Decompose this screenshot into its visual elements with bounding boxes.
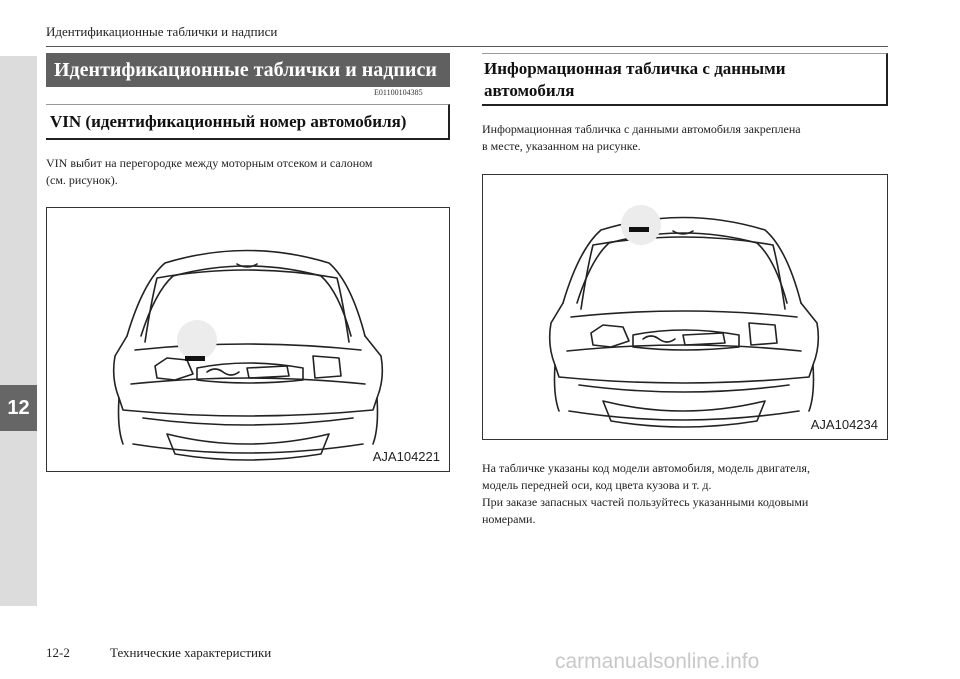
running-header: Идентификационные таблички и надписи — [46, 24, 278, 39]
vin-paragraph-line: VIN выбит на перегородке между моторным отсеком и салоном — [46, 156, 373, 170]
section-code: E01100104385 — [374, 88, 423, 97]
chapter-tab[interactable]: 12 — [0, 385, 37, 431]
vin-paragraph — [46, 155, 450, 189]
details-line: На табличке указаны код модели автомобиля, модель двигателя, — [482, 461, 810, 475]
side-strip — [0, 56, 37, 606]
vin-location-figure — [46, 207, 450, 472]
vin-paragraph-line: (см. рисунок). — [46, 173, 118, 187]
section-title-banner — [46, 53, 450, 87]
header-rule — [46, 46, 888, 47]
info-plate-subheading-line: Информационная табличка с данными — [484, 59, 786, 78]
info-plate-paragraph-line: в месте, указанном на рисунке. — [482, 139, 641, 153]
vin-subheading: VIN (идентификационный номер автомобиля) — [46, 104, 450, 140]
footer-chapter-title: Технические характеристики — [110, 645, 272, 660]
info-plate-paragraph — [482, 121, 888, 155]
engine-bay-illustration — [47, 208, 448, 470]
info-plate-details-paragraph — [482, 460, 888, 528]
figure-code: AJA104234 — [808, 416, 881, 433]
details-line: При заказе запасных частей пользуйтесь указанными кодовыми — [482, 495, 809, 509]
details-line: номерами. — [482, 512, 536, 526]
watermark: carmanualsonline.info — [555, 650, 760, 673]
details-line: модель передней оси, код цвета кузова и т. д. — [482, 478, 712, 492]
info-plate-location-figure — [482, 174, 888, 440]
info-plate-paragraph-line: Информационная табличка с данными автомобиля закреплена — [482, 122, 801, 136]
engine-bay-illustration — [483, 175, 886, 438]
info-plate-subheading — [482, 53, 888, 106]
info-plate-subheading-line: автомобиля — [484, 81, 575, 100]
section-title: Идентификационные таблички и надписи — [54, 58, 437, 81]
page-number: 12-2 — [46, 645, 70, 660]
figure-code: AJA104221 — [370, 448, 443, 465]
